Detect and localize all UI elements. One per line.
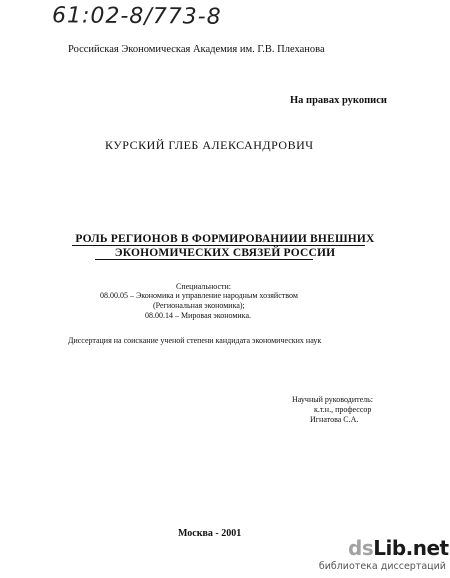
author-name: КУРСКИЙ ГЛЕБ АЛЕКСАНДРОВИЧ bbox=[105, 138, 314, 152]
supervisor-degree: к.т.н., профессор bbox=[314, 405, 372, 414]
specialty-line-2: (Региональная экономика); bbox=[153, 301, 245, 310]
handwritten-archive-code: 61:02-8/773-8 bbox=[51, 3, 222, 30]
title-underline-1 bbox=[72, 245, 365, 246]
thesis-title-line-1: РОЛЬ РЕГИОНОВ В ФОРМИРОВАНИИИ ВНЕШНИХ bbox=[75, 233, 375, 245]
dslib-logo bbox=[348, 537, 449, 559]
specialty-line-3: 08.00.14 – Мировая экономика. bbox=[145, 311, 251, 320]
supervisor-label: Научный руководитель: bbox=[292, 395, 374, 404]
dissertation-statement: Диссертация на соискание ученой степени кандидата экономических наук bbox=[68, 336, 322, 345]
title-underline-2 bbox=[95, 259, 313, 260]
dslib-subtitle: библиотека диссертаций bbox=[318, 561, 446, 572]
dslib-logo-part-1: ds bbox=[348, 536, 374, 560]
thesis-title-line-2: ЭКОНОМИЧЕСКИХ СВЯЗЕЙ РОССИИ bbox=[114, 247, 336, 259]
dslib-logo-part-2: Lib.net bbox=[373, 536, 449, 560]
institution-name: Российская Экономическая Академия им. Г.В. Плеханова bbox=[68, 44, 325, 55]
specialty-line-1: 08.00.05 – Экономика и управление народным хозяйством bbox=[100, 291, 298, 300]
dslib-watermark bbox=[318, 536, 449, 575]
specialty-label: Специальности: bbox=[176, 282, 232, 291]
city-year: Москва - 2001 bbox=[178, 528, 242, 539]
manuscript-rights-note: На правах рукописи bbox=[290, 95, 387, 106]
supervisor-name: Игнатова С.А. bbox=[310, 415, 359, 424]
